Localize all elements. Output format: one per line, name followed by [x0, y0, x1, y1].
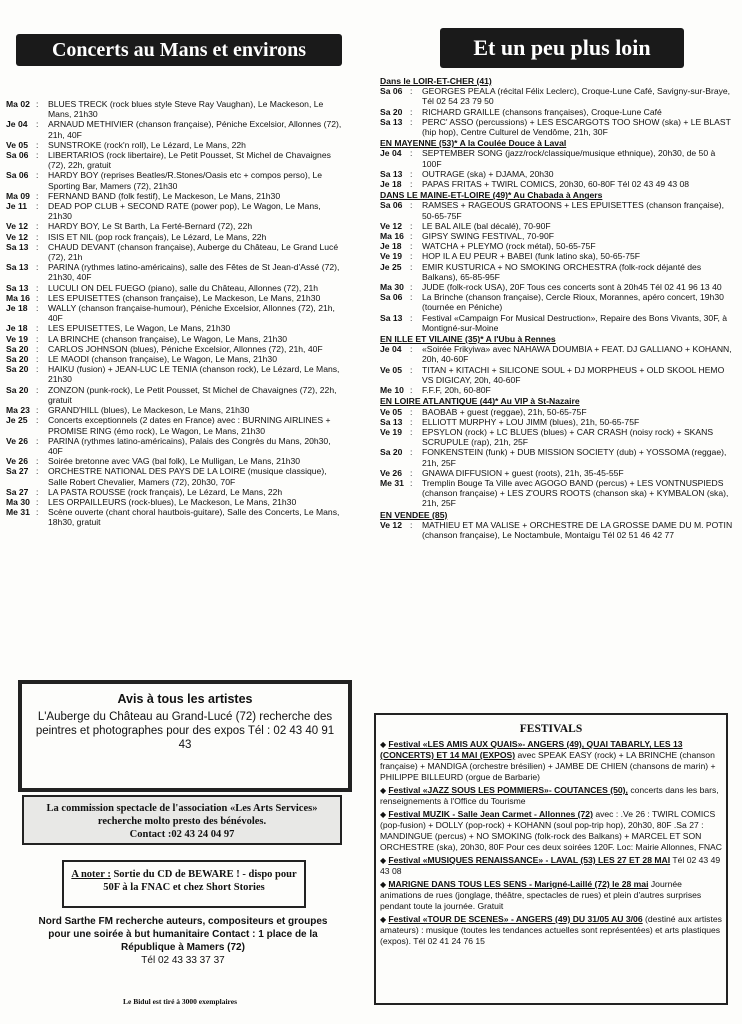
le-mans-concert-list [6, 99, 346, 528]
event-row [6, 283, 346, 293]
event-row [6, 364, 346, 384]
event-text: SUNSTROKE (rock'n roll), Le Lézard, Le Mans, 22h [48, 139, 246, 150]
event-text: GNAWA DIFFUSION + guest (roots), 21h, 35-45-55F [422, 467, 624, 478]
event-separator: : [410, 261, 413, 272]
event-row [380, 107, 736, 117]
event-separator: : [410, 416, 413, 427]
event-separator: : [410, 282, 413, 293]
event-date: Je 18 [6, 303, 28, 314]
event-row [380, 468, 736, 478]
avis-body: L'Auberge du Château au Grand-Lucé (72) recherche des peintres et photographes pour des expos Tél : 02 43 40 91 43 [35, 711, 335, 751]
event-date: Ve 26 [6, 456, 28, 467]
event-date: Ma 30 [380, 282, 404, 293]
event-text: HARDY BOY, Le St Barth, La Ferté-Bernard (72), 22h [48, 221, 253, 232]
event-separator: : [36, 241, 39, 252]
event-row [6, 466, 346, 486]
festival-title: Festival «MUSIQUES RENAISSANCE» - LAVAL (53) LES 27 ET 28 MAI [388, 855, 671, 865]
event-separator: : [36, 303, 39, 314]
event-separator: : [410, 200, 413, 211]
festival-text: (destiné aux artistes amateurs) : musique (toutes les tendances actuelles sont représentées) et arts plastiques (expos). Tél 02 41 24 76 15 [380, 914, 722, 946]
event-date: Ma 30 [6, 496, 30, 507]
event-text: FERNAND BAND (folk festif), Le Mackeson, Le Mans, 21h30 [48, 190, 281, 201]
event-date: Ma 09 [6, 190, 30, 201]
event-row [380, 241, 736, 251]
event-date: Sa 13 [6, 241, 29, 252]
event-date: Sa 27 [6, 486, 29, 497]
event-row [6, 170, 346, 190]
event-text: GEORGES PEALA (récital Félix Leclerc), Croque-Lune Café, Savigny-sur-Braye, Tél 02 54 23 79 50 [422, 86, 731, 107]
event-text: GRAND'HILL (blues), Le Mackeson, Le Mans, 21h30 [48, 405, 250, 416]
festival-item [380, 879, 722, 912]
event-date: Je 18 [380, 241, 402, 252]
region-heading: DANS LE MAINE-ET-LOIRE (49)* Au Chabada à Angers [380, 190, 603, 201]
event-separator: : [36, 384, 39, 395]
event-text: OUTRAGE (ska) + DJAMA, 20h30 [422, 168, 554, 179]
event-text: HAIKU (fusion) + JEAN-LUC LE TENIA (chanson rock), Le Lézard, Le Mans, 21h30 [48, 364, 340, 385]
event-separator: : [410, 312, 413, 323]
festival-text: avec : .Ve 26 : TWIRL COMICS (pop-fusion) + DOLLY (pop-rock) + KOHANN (soul pop-trip hop), 20h30, 80F .Sa 27 : MANDINGUE (percus) + NO SMOKING (folk-rock des Balkans) + MARCEL ET SON ORCHESTRE (ska), 20h30, 80F Pour ces deux soirées 120F. Loc: Mairie Allonnes, FNAC [380, 809, 722, 852]
event-separator: : [36, 364, 39, 375]
event-date: Ve 26 [380, 467, 402, 478]
region-heading: EN VENDEE (85) [380, 509, 448, 520]
event-date: Je 04 [6, 119, 28, 130]
commission-contact: Contact :02 43 24 04 97 [129, 829, 235, 840]
event-date: Je 11 [6, 201, 28, 212]
event-text: MATHIEU ET MA VALISE + ORCHESTRE DE LA GROSSE DAME DU M. POTIN (chanson française), Le Noctambule, Montaigu Tél 02 51 46 42 77 [422, 519, 733, 540]
event-date: Sa 13 [380, 168, 403, 179]
event-separator: : [410, 179, 413, 190]
event-date: Ve 19 [380, 426, 402, 437]
note-label: A noter : [71, 869, 111, 880]
event-text: LUCULI ON DEL FUEGO (piano), salle du Château, Allonnes (72), 21h [48, 282, 319, 293]
festival-item [380, 914, 722, 947]
region-heading: Dans le LOIR-ET-CHER (41) [380, 76, 492, 86]
event-row [380, 447, 736, 467]
event-separator: : [410, 148, 413, 159]
event-row [380, 520, 736, 540]
event-date: Je 25 [6, 415, 28, 426]
event-text: LES ORPAILLEURS (rock-blues), Le Mackeson, Le Mans, 21h30 [48, 496, 297, 507]
event-row [380, 262, 736, 282]
event-separator: : [36, 282, 39, 293]
event-date: Me 31 [6, 507, 30, 518]
event-date: Ve 12 [380, 519, 402, 530]
event-separator: : [410, 86, 413, 97]
event-text: ARNAUD METHIVIER (chanson française), Péniche Excelsior, Allonnes (72), 21h, 40F [48, 119, 342, 140]
diamond-bullet-icon: ◆ [380, 880, 389, 889]
event-separator: : [36, 507, 39, 518]
event-date: Me 31 [380, 477, 404, 488]
event-text: EPSYLON (rock) + LC BLUES (blues) + CAR CRASH (noisy rock) + SKANS SCRUPULE (rap), 21h, 25F [422, 426, 714, 448]
festival-title: Festival MUZIK - Salle Jean Carmet - Allonnes (72) [388, 809, 593, 819]
event-text: «Soirée Frikyiwa» avec NAHAWA DOUMBIA + FEAT. DJ GALLIANO + KOHANN, 20h, 40-60F [422, 344, 732, 365]
event-row [6, 344, 346, 354]
festival-item [380, 855, 722, 877]
event-date: Ve 26 [6, 435, 28, 446]
event-date: Je 18 [380, 179, 402, 190]
event-text: BLUES TRECK (rock blues style Steve Ray Vaughan), Le Mackeson, Le Mans, 21h30 [48, 99, 324, 120]
event-date: Ma 16 [380, 231, 404, 242]
avis-title: Avis à tous les artistes [117, 692, 253, 706]
event-row [6, 232, 346, 242]
event-text: BAOBAB + guest (reggae), 21h, 50-65-75F [422, 406, 587, 417]
event-separator: : [410, 231, 413, 242]
event-row [6, 119, 346, 139]
region-heading: EN ILLE ET VILAINE (35)* A l'Ubu à Rennes [380, 334, 556, 345]
event-text: Tremplin Bouge Ta Ville avec AGOGO BAND (percus) + LES VONTNUSPIEDS (chanson française) + LES Z'OURS ROOTS (chanson ska) + KYMBALON (ska), 21h, 25F [422, 477, 729, 509]
event-text: CHAUD DEVANT (chanson française), Auberge du Château, Le Grand Lucé (72), 21h [48, 241, 339, 263]
event-date: Sa 13 [380, 416, 403, 427]
event-text: LE BAL AILE (bal décalé), 70-90F [422, 220, 551, 231]
nord-text: Nord Sarthe FM recherche auteurs, compositeurs et groupes pour une soirée à but humanitaire Contact : 1 place de la République à Mamers (72) [38, 916, 328, 953]
event-separator: : [36, 221, 39, 232]
event-date: Sa 06 [380, 200, 403, 211]
event-row [380, 344, 736, 364]
event-separator: : [410, 364, 413, 375]
event-row [380, 200, 736, 220]
event-row [6, 262, 346, 282]
nord-sarthe-notice [28, 915, 338, 967]
diamond-bullet-icon: ◆ [380, 856, 389, 865]
event-text: RAMSES + RAGEOUS GRATOONS + LES EPUISETTES (chanson française), 50-65-75F [422, 200, 724, 221]
event-text: FONKENSTEIN (funk) + DUB MISSION SOCIETY (dub) + YOSSOMA (reggae), 21h, 25F [422, 447, 727, 468]
event-date: Sa 13 [6, 282, 29, 293]
event-row [380, 427, 736, 447]
avis-artistes-box [18, 680, 352, 792]
event-row [380, 231, 736, 241]
diamond-bullet-icon: ◆ [380, 810, 389, 819]
event-separator: : [36, 190, 39, 201]
event-date: Ma 23 [6, 405, 30, 416]
event-separator: : [410, 241, 413, 252]
event-separator: : [410, 292, 413, 303]
event-date: Je 04 [380, 344, 402, 355]
event-row [380, 407, 736, 417]
event-row [6, 99, 346, 119]
event-row [380, 385, 736, 395]
event-date: Ve 05 [380, 406, 402, 417]
event-row [6, 405, 346, 415]
event-row [6, 497, 346, 507]
event-date: Sa 13 [380, 116, 403, 127]
event-text: PARINA (rythmes latino-américains), Palais des Congrès du Mans, 20h30, 40F [48, 435, 331, 456]
event-separator: : [36, 323, 39, 334]
festival-text: concerts dans les bars, renseignements à l'Office du Tourisme [380, 785, 719, 806]
event-text: Concerts exceptionnels (2 dates en France) avec : BURNING AIRLINES + PROMISE RING (émo rock), Le Wagon, Le Mans, 21h30 [48, 415, 331, 436]
festival-title: Festival «JAZZ SOUS LES POMMIERS»- COUTANCES (50), [388, 785, 628, 795]
event-date: Sa 20 [6, 343, 29, 354]
event-date: Je 04 [380, 148, 402, 159]
event-separator: : [36, 150, 39, 161]
event-row [380, 313, 736, 333]
event-row [6, 487, 346, 497]
event-date: Sa 13 [6, 262, 29, 273]
event-text: LES EPUISETTES (chanson française), Le Mackeson, Le Mans, 21h30 [48, 292, 321, 303]
event-separator: : [36, 333, 39, 344]
event-row [380, 169, 736, 179]
commission-box [22, 795, 342, 845]
event-text: LA PASTA ROUSSE (rock français), Le Lézard, Le Mans, 22h [48, 486, 283, 497]
festival-title: MARIGNE DANS TOUS LES SENS - Marigné-Laillé (72) le 28 mai [388, 879, 649, 889]
event-text: PARINA (rythmes latino-américains), salle des Fêtes de St Jean-d'Assé (72), 21h30, 40F [48, 262, 340, 283]
event-text: WALLY (chanson française-humour), Péniche Excelsior, Allonnes (72), 21h, 40F [48, 303, 335, 324]
event-separator: : [36, 486, 39, 497]
event-text: LIBERTARIOS (rock libertaire), Le Petit Pousset, St Michel de Chavaignes (72), 22h, gratuit [48, 150, 331, 171]
festival-text: Tél 02 43 49 43 08 [380, 855, 721, 876]
event-text: WATCHA + PLEYMO (rock métal), 50-65-75F [422, 241, 596, 252]
event-date: Ve 19 [380, 251, 402, 262]
diamond-bullet-icon: ◆ [380, 915, 389, 924]
event-text: DEAD POP CLUB + SECOND RATE (power pop), Le Wagon, Le Mans, 21h30 [48, 201, 321, 222]
event-separator: : [36, 496, 39, 507]
festival-item [380, 809, 722, 853]
event-row [380, 179, 736, 189]
event-text: SEPTEMBER SONG (jazz/rock/classique/musique ethnique), 20h30, de 50 à 100F [422, 148, 716, 169]
event-text: PERC' ASSO (percussions) + LES ESCARGOTS TOO SHOW (ska) + LE BLAST (hip hop), Centre Culturel de Vendôme, 21h, 30F [422, 116, 731, 138]
event-row [6, 303, 346, 323]
event-text: LE MAODI (chanson française), Le Wagon, Le Mans, 21h30 [48, 354, 277, 365]
event-date: Sa 20 [6, 384, 29, 395]
event-date: Sa 20 [380, 447, 403, 458]
event-text: Scène ouverte (chant choral hautbois-guitare), Salle des Concerts, Le Mans, 18h30, gratuit [48, 507, 340, 528]
event-separator: : [36, 343, 39, 354]
event-row [6, 415, 346, 435]
event-row [6, 191, 346, 201]
note-box [62, 860, 306, 908]
festivals-title: FESTIVALS [519, 723, 583, 735]
festival-list [376, 739, 726, 947]
diamond-bullet-icon: ◆ [380, 786, 389, 795]
nord-tel: Tél 02 43 33 37 37 [141, 955, 225, 966]
event-separator: : [410, 467, 413, 478]
event-separator: : [36, 262, 39, 273]
event-date: Sa 06 [6, 170, 29, 181]
event-date: Sa 06 [6, 150, 29, 161]
event-separator: : [36, 435, 39, 446]
event-date: Sa 20 [6, 364, 29, 375]
event-row [6, 323, 346, 333]
event-separator: : [410, 116, 413, 127]
event-separator: : [36, 201, 39, 212]
print-run-footer: Le Bidul est tiré à 3000 exemplaires [122, 997, 237, 1006]
event-text: La Brinche (chanson française), Cercle Rioux, Morannes, apéro concert, 19h30 (tournée en Péniche) [422, 292, 724, 313]
event-separator: : [410, 344, 413, 355]
event-text: ISIS ET NIL (pop rock français), Le Lézard, Le Mans, 22h [48, 231, 267, 242]
event-separator: : [36, 466, 39, 477]
event-row [6, 334, 346, 344]
event-separator: : [410, 220, 413, 231]
event-date: Me 10 [380, 385, 404, 396]
event-text: LA BRINCHE (chanson française), Le Wagon, Le Mans, 21h30 [48, 333, 288, 344]
event-date: Sa 06 [380, 292, 403, 303]
event-separator: : [410, 106, 413, 117]
event-row [380, 221, 736, 231]
event-row [380, 292, 736, 312]
event-text: Soirée bretonne avec VAG (bal folk), Le Mulligan, Le Mans, 21h30 [48, 456, 301, 467]
event-date: Je 25 [380, 261, 402, 272]
event-row [6, 201, 346, 221]
festival-title: Festival «LES AMIS AUX QUAIS»- ANGERS (49), QUAI TABARLY, LES 13 (CONCERTS) ET 14 MAI (EXPOS) [380, 739, 683, 760]
event-row [380, 365, 736, 385]
event-row [380, 86, 736, 106]
event-separator: : [36, 99, 39, 109]
event-row [6, 436, 346, 456]
event-separator: : [36, 119, 39, 130]
event-date: Sa 20 [380, 106, 403, 117]
event-date: Je 18 [6, 323, 28, 334]
event-separator: : [410, 477, 413, 488]
event-date: Ve 05 [380, 364, 402, 375]
event-separator: : [410, 251, 413, 262]
event-row [380, 282, 736, 292]
event-separator: : [36, 139, 39, 150]
event-text: CARLOS JOHNSON (blues), Péniche Excelsior, Allonnes (72), 21h, 40F [48, 343, 323, 354]
region-heading: EN LOIRE ATLANTIQUE (44)* Au VIP à St-Nazaire [380, 396, 580, 407]
event-text: RICHARD GRAILLE (chansons françaises), Croque-Lune Café [422, 106, 662, 117]
event-text: F.F.F, 20h, 60-80F [422, 385, 491, 396]
event-row [6, 150, 346, 170]
event-text: JUDE (folk-rock USA), 20F Tous ces concerts sont à 20h45 Tél 02 41 96 13 40 [422, 282, 722, 293]
festival-text: avec SPEAK EASY (rock) + LA BRINCHE (chanson française) + MANDIGA (orchestre brésilien) + JAMBE DE CHIEN (chansons de marin) + PHILIPPE BILLEURD (orgue de Barbarie) [380, 750, 716, 782]
diamond-bullet-icon: ◆ [380, 740, 389, 749]
right-title: Et un peu plus loin [440, 28, 684, 68]
event-separator: : [36, 354, 39, 365]
event-separator: : [36, 292, 39, 303]
event-date: Ve 12 [6, 221, 28, 232]
event-date: Sa 27 [6, 466, 29, 477]
event-text: TITAN + KITACHI + SILICONE SOUL + DJ MORPHEUS + OLD SKOOL HEMO VS DIGICAY, 20h, 40-60F [422, 364, 725, 385]
event-date: Ve 05 [6, 139, 28, 150]
festival-text: Journée animations de rues (jonglage, théâtre, spectacles de rues) et plein d'autres surprises pendant toute la journée. Gratuit [380, 879, 702, 911]
left-title: Concerts au Mans et environs [16, 34, 342, 66]
event-row [6, 140, 346, 150]
event-date: Sa 06 [380, 86, 403, 97]
event-row [380, 148, 736, 168]
event-text: ZONZON (punk-rock), Le Petit Pousset, St Michel de Chavaignes (72), 22h, gratuit [48, 384, 337, 405]
festival-title: Festival «TOUR DE SCENES» - ANGERS (49) DU 31/05 AU 3/06 [388, 914, 643, 924]
event-date: Ve 12 [380, 220, 402, 231]
event-row [380, 251, 736, 261]
event-row [6, 507, 346, 527]
event-text: ELLIOTT MURPHY + LOU JIMM (blues), 21h, 50-65-75F [422, 416, 640, 427]
event-row [380, 117, 736, 137]
commission-text: La commission spectacle de l'association «Les Arts Services» recherche molto presto des bénévoles. [46, 803, 318, 827]
event-separator: : [410, 519, 413, 530]
event-date: Ma 16 [6, 292, 30, 303]
event-separator: : [36, 415, 39, 426]
event-text: EMIR KUSTURICA + NO SMOKING ORCHESTRA (folk-rock déjanté des Balkans), 65-85-95F [422, 261, 702, 282]
event-row [6, 456, 346, 466]
regional-concert-list [380, 75, 736, 540]
region-heading: EN MAYENNE (53)* A la Coulée Douce à Laval [380, 138, 567, 149]
event-text: HARDY BOY (reprises Beatles/R.Stones/Oasis etc + compos perso), Le Sporting Bar, Mamers (72), 21h30 [48, 170, 323, 191]
event-text: GIPSY SWING FESTIVAL, 70-90F [422, 231, 554, 242]
event-separator: : [410, 406, 413, 417]
event-row [6, 354, 346, 364]
note-text: Sortie du CD de BEWARE ! - dispo pour 50F à la FNAC et chez Short Stories [103, 869, 297, 893]
event-separator: : [36, 231, 39, 242]
event-separator: : [36, 405, 39, 416]
event-text: ORCHESTRE NATIONAL DES PAYS DE LA LOIRE (musique classique), Salle Robert Chevalier, Mamers (72), 20h30, 70F [48, 466, 327, 487]
festival-item [380, 739, 722, 783]
festivals-box [374, 713, 728, 1005]
event-text: HOP IL A EU PEUR + BABEI (funk latino ska), 50-65-75F [422, 251, 641, 262]
event-row [6, 221, 346, 231]
event-separator: : [410, 447, 413, 458]
festival-item [380, 785, 722, 807]
event-separator: : [410, 168, 413, 179]
event-separator: : [36, 456, 39, 467]
event-row [380, 417, 736, 427]
event-row [6, 385, 346, 405]
event-text: PAPAS FRITAS + TWIRL COMICS, 20h30, 60-80F Tél 02 43 49 43 08 [422, 179, 690, 190]
event-date: Sa 20 [6, 354, 29, 365]
event-date: Sa 13 [380, 312, 403, 323]
event-separator: : [410, 426, 413, 437]
event-text: Festival «Campaign For Musical Destruction», Repaire des Bons Vivants, 30F, à Montigné-sur-Moine [422, 312, 728, 333]
event-date: Ve 19 [6, 333, 28, 344]
event-text: LES EPUISETTES, Le Wagon, Le Mans, 21h30 [48, 323, 231, 334]
event-date: Ma 02 [6, 99, 30, 109]
event-separator: : [36, 170, 39, 181]
event-row [6, 242, 346, 262]
event-row [380, 478, 736, 509]
event-separator: : [410, 385, 413, 396]
event-date: Ve 12 [6, 231, 28, 242]
event-row [6, 293, 346, 303]
